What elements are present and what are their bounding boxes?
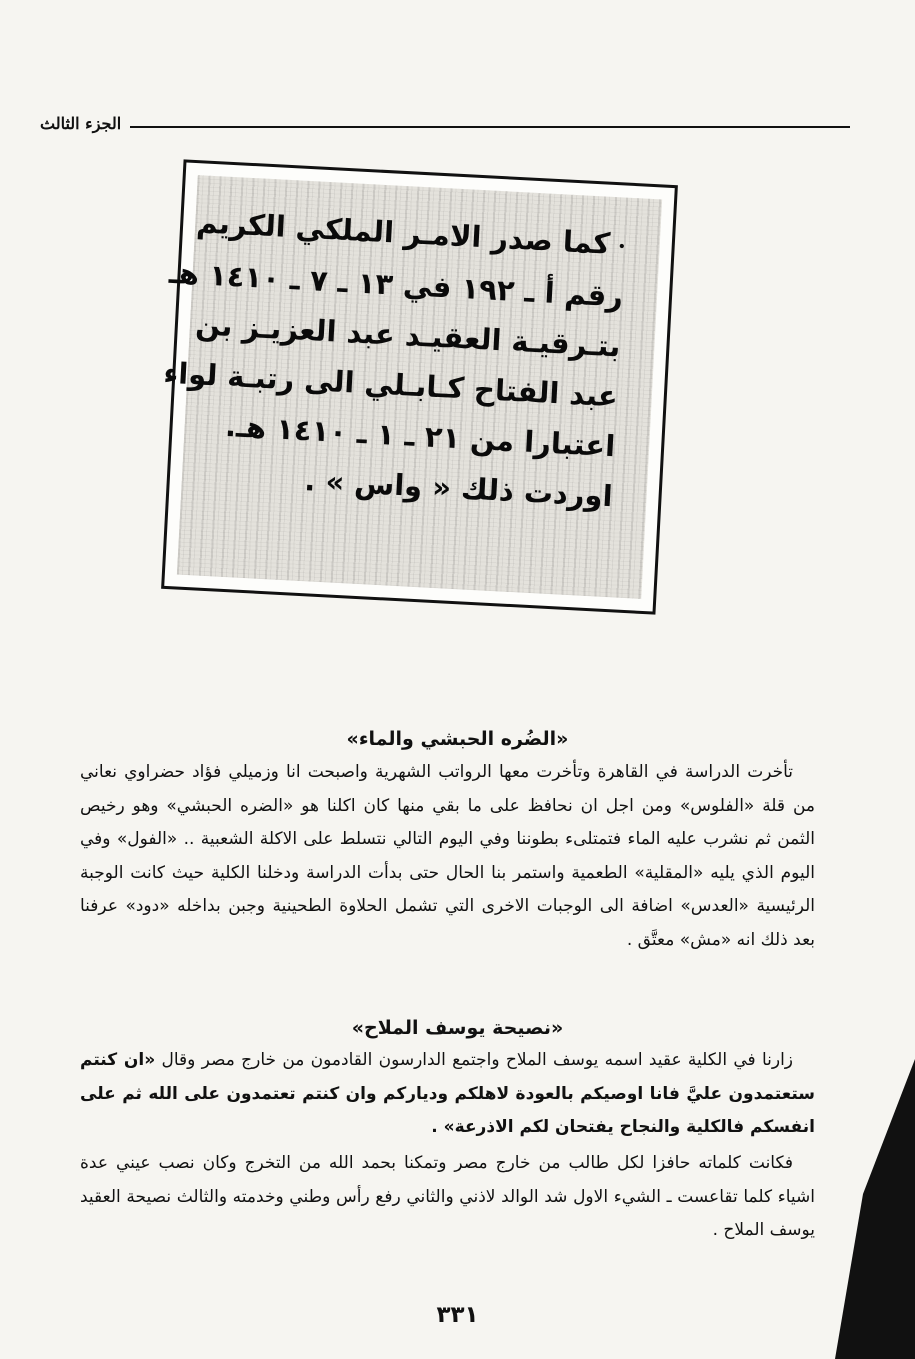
- clipping-line-text: كما صدر الامـر الملكي الكريم: [195, 205, 611, 261]
- clipping-frame: [161, 159, 678, 614]
- clipping-line: اعتبارا من ٢١ ـ ١ ـ ١٤١٠ هـ.: [224, 408, 617, 464]
- clipping-line: اوردت ذلك « واس » .: [303, 463, 614, 514]
- header-rule: [130, 126, 850, 128]
- paragraph-advice: [80, 1044, 815, 1145]
- clipping-line: بتـرقيـة العقيـد عبد العزيـز بن: [194, 307, 622, 364]
- paragraph-motivation: فكانت كلماته حافزا لكل طالب من خارج مصر وتمكنا بحمد الله من التخرج وكان نصب عيني عدة اشياء كلما تقاعست ـ الشيء الاول شد الوالد لاذني والثاني رفع رأس وطني وخدمته والثالث نصيحة العقيد يوسف الملاح .: [80, 1153, 815, 1240]
- clipping-text: [162, 175, 662, 599]
- bullet-mark: •: [617, 239, 626, 254]
- advice-quote: «ان كنتم ستعتمدون عليَّ فانا اوصيكم بالعودة لاهلكم ودياركم وان كنتم تعتمدون على الله ثم على انفسكم فالكلية والنجاح يفتحان لكم الاذرعة» .: [80, 1050, 815, 1137]
- section-title-habashi: «الضُره الحبشي والماء»: [346, 728, 569, 750]
- news-clipping: [161, 159, 678, 614]
- advice-intro: زارنا في الكلية عقيد اسمه يوسف الملاح واجتمع الدارسون القادمون من خارج مصر وقال: [161, 1050, 793, 1070]
- part-label: الجزء الثالث: [40, 114, 122, 133]
- clipping-line: رقم أ ـ ١٩٢ في ١٣ ـ ٧ ـ ١٤١٠ هـ: [168, 255, 624, 314]
- section-title-advice: «نصيحة يوسف الملاح»: [351, 1017, 564, 1039]
- scan-edge-shadow: [835, 1059, 915, 1359]
- page-number: ٣٣١: [436, 1302, 479, 1328]
- clipping-line: عبد الفتاح كـابـلي الى رتبـة لواء: [162, 355, 619, 414]
- paragraph-habashi: تأخرت الدراسة في القاهرة وتأخرت معها الرواتب الشهرية واصبحت انا وزميلي فؤاد حضراوي نعاني من قلة «الفلوس» ومن اجل ان نحافظ على ما بقي منها كان اكلنا هو «الضره الحبشي» وهو رخيص الثمن ثم نشرب عليه الماء فتمتلىء بطوننا وفي اليوم التالي نتسلط على الاكلة الشعبية .. «الفول» وفي اليوم الذي يليه «المقلية» الطعمية واستمر بنا الحال حتى بدأت الدراسة ودخلنا الكلية حيث كانت الوجبة الرئيسية «العدس» اضافة الى الوجبات الاخرى التي تشمل الحلاوة الطحينية وجبن بداخله «دود» عرفنا بعد ذلك انه «مش» معتَّق .: [80, 762, 815, 950]
